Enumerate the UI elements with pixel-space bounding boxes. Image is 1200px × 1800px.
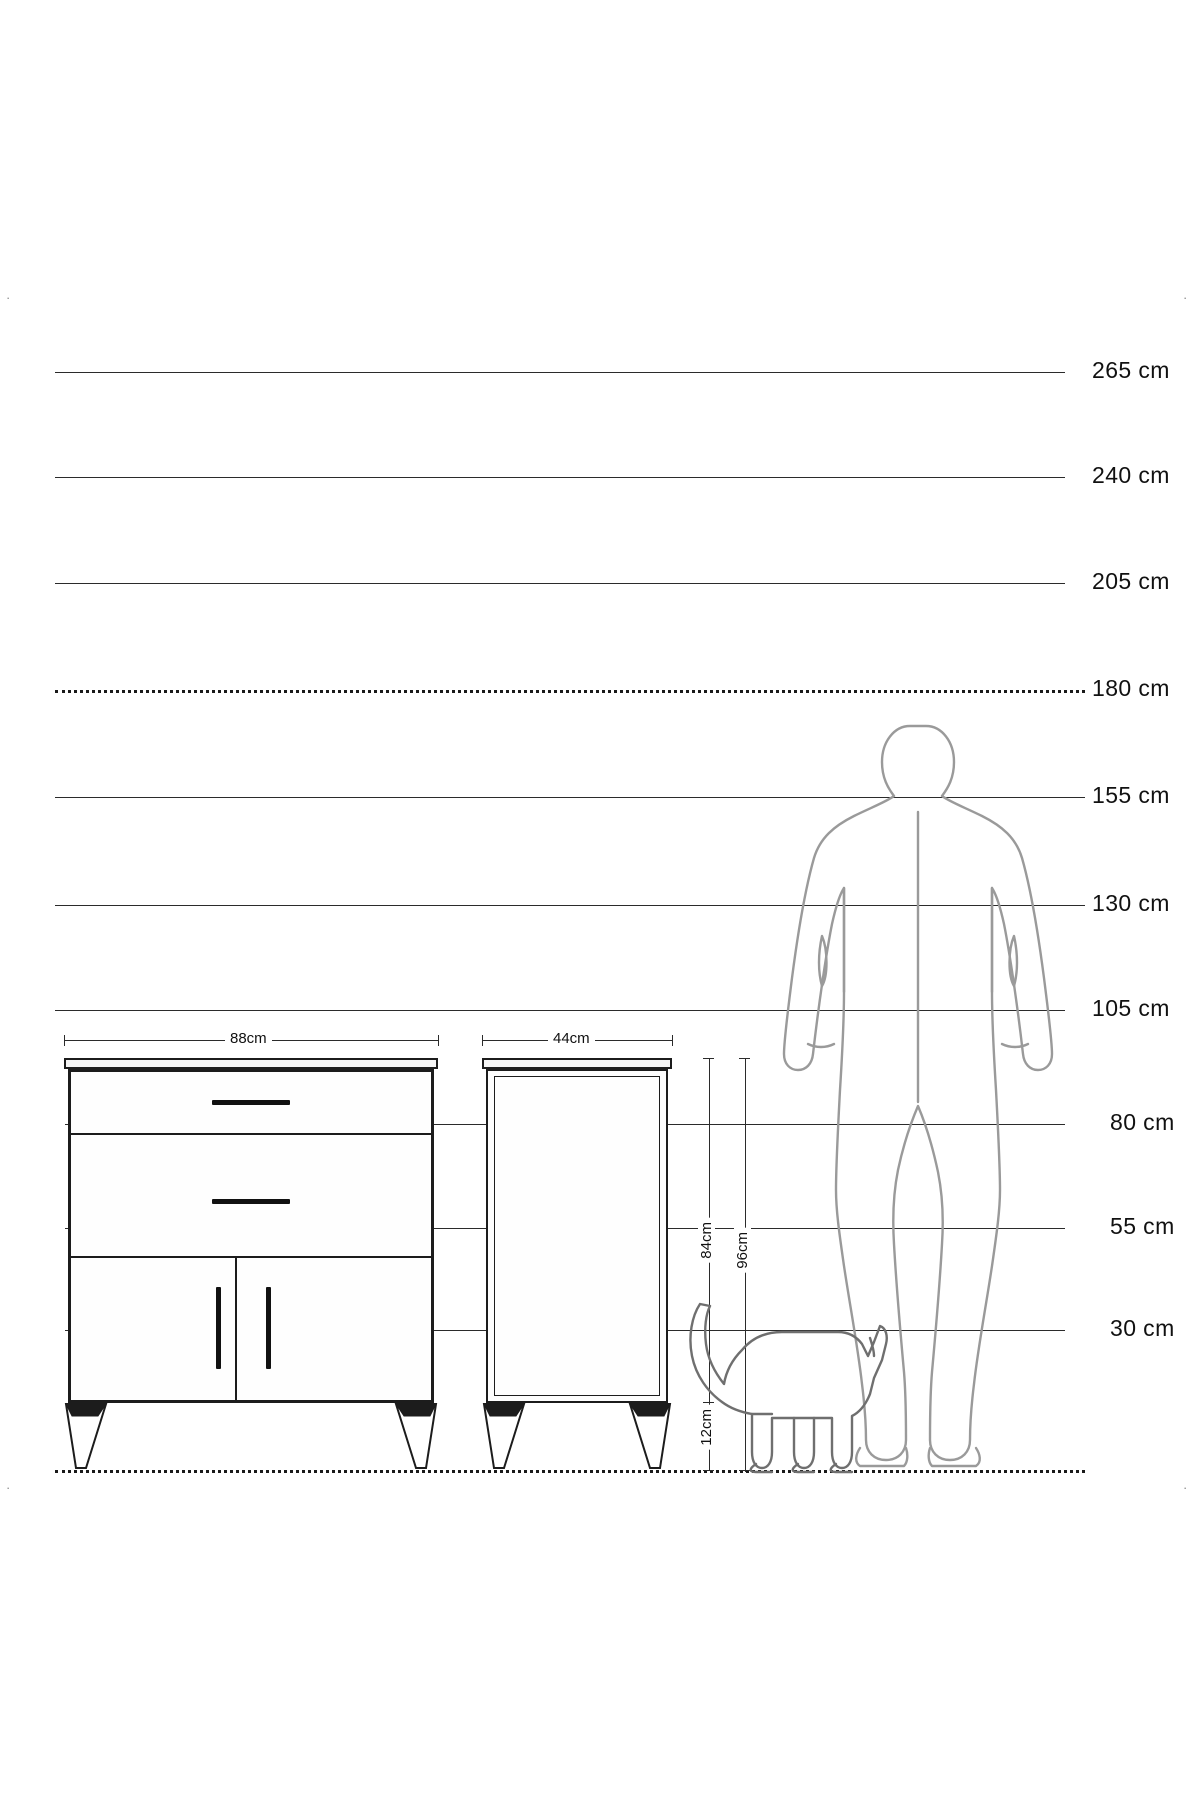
scale-label-30: 30 cm <box>1110 1315 1175 1341</box>
scale-label-205: 205 cm <box>1092 568 1170 594</box>
scale-label-265: 265 cm <box>1092 357 1170 383</box>
dimension-cap-84-top <box>703 1058 714 1059</box>
scale-label-55: 55 cm <box>1110 1213 1175 1239</box>
dimension-label-88cm: 88cm <box>225 1030 272 1047</box>
dimension-cap-44-right <box>672 1035 673 1046</box>
dimension-cap-44-left <box>482 1035 483 1046</box>
corner-mark-top-left: · <box>6 290 11 305</box>
sideboard-top <box>64 1058 438 1069</box>
cat-silhouette <box>686 1298 892 1474</box>
tall-cabinet-door[interactable] <box>494 1076 660 1396</box>
tall-cabinet-leg-right <box>616 1402 672 1472</box>
corner-mark-bottom-right: · <box>1183 1480 1188 1495</box>
scale-line-205 <box>55 583 1065 584</box>
sideboard-door-right-handle[interactable] <box>266 1287 271 1369</box>
dimension-cap-96-top <box>739 1058 750 1059</box>
dimension-label-96cm: 96cm <box>734 1228 751 1273</box>
dimension-cap-88-left <box>64 1035 65 1046</box>
corner-mark-bottom-left: · <box>6 1480 11 1495</box>
sideboard-door-left[interactable] <box>70 1257 236 1401</box>
tall-cabinet-leg-left <box>482 1402 538 1472</box>
scale-label-80: 80 cm <box>1110 1109 1175 1135</box>
dimension-cap-88-right <box>438 1035 439 1046</box>
scale-label-155: 155 cm <box>1092 782 1170 808</box>
dimension-label-84cm: 84cm <box>698 1218 715 1263</box>
scale-label-105: 105 cm <box>1092 995 1170 1021</box>
scale-label-130: 130 cm <box>1092 890 1170 916</box>
sideboard-drawer-2[interactable] <box>70 1134 432 1257</box>
corner-mark-top-right: · <box>1183 290 1188 305</box>
sideboard-door-left-handle[interactable] <box>216 1287 221 1369</box>
scale-line-240 <box>55 477 1065 478</box>
scale-label-180: 180 cm <box>1092 675 1170 701</box>
sideboard-drawer-2-handle[interactable] <box>212 1199 290 1204</box>
dimension-label-12cm: 12cm <box>698 1405 715 1450</box>
sideboard-leg-right <box>382 1402 438 1472</box>
dimension-label-44cm: 44cm <box>548 1030 595 1047</box>
sideboard-leg-left <box>64 1402 120 1472</box>
tall-cabinet-top <box>482 1058 672 1069</box>
scale-label-240: 240 cm <box>1092 462 1170 488</box>
scale-line-265 <box>55 372 1065 373</box>
sideboard-drawer-1-handle[interactable] <box>212 1100 290 1105</box>
